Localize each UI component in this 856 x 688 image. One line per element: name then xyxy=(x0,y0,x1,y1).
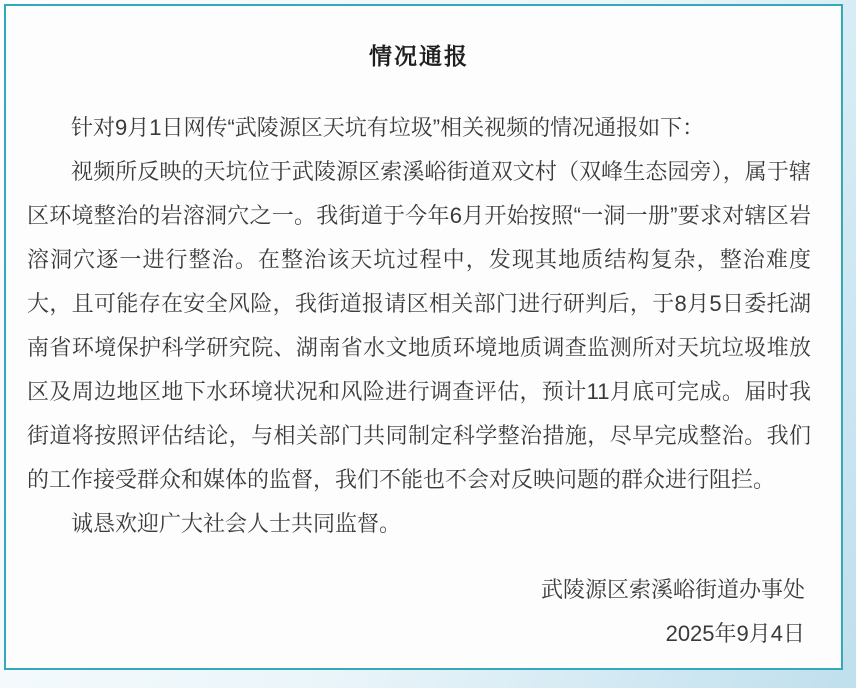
notice-body xyxy=(27,106,811,546)
notice-paragraph-main: 视频所反映的天坑位于武陵源区索溪峪街道双文村（双峰生态园旁），属于辖区环境整治的岩溶洞穴之一。我街道于今年6月开始按照“一洞一册”要求对辖区岩溶洞穴逐一进行整治。在整治该天坑过程中，发现其地质结构复杂，整治难度大，且可能存在安全风险，我街道报请区相关部门进行研判后，于8月5日委托湖南省环境保护科学研究院、湖南省水文地质环境地质调查监测所对天坑垃圾堆放区及周边地区地下水环境状况和风险进行调查评估，预计11月底可完成。届时我街道将按照评估结论，与相关部门共同制定科学整治措施，尽早完成整治。我们的工作接受群众和媒体的监督，我们不能也不会对反映问题的群众进行阻拦。 xyxy=(27,159,811,492)
notice-footer xyxy=(27,568,811,656)
notice-title: 情况通报 xyxy=(369,43,469,69)
notice-paragraph-intro: 针对9月1日网传“武陵源区天坑有垃圾”相关视频的情况通报如下： xyxy=(71,115,705,140)
notice-signature: 武陵源区索溪峪街道办事处 xyxy=(540,577,805,602)
notice-paragraph-closing: 诚恳欢迎广大社会人士共同监督。 xyxy=(71,511,402,536)
notice-card xyxy=(4,4,843,670)
notice-date: 2025年9月4日 xyxy=(665,621,805,646)
